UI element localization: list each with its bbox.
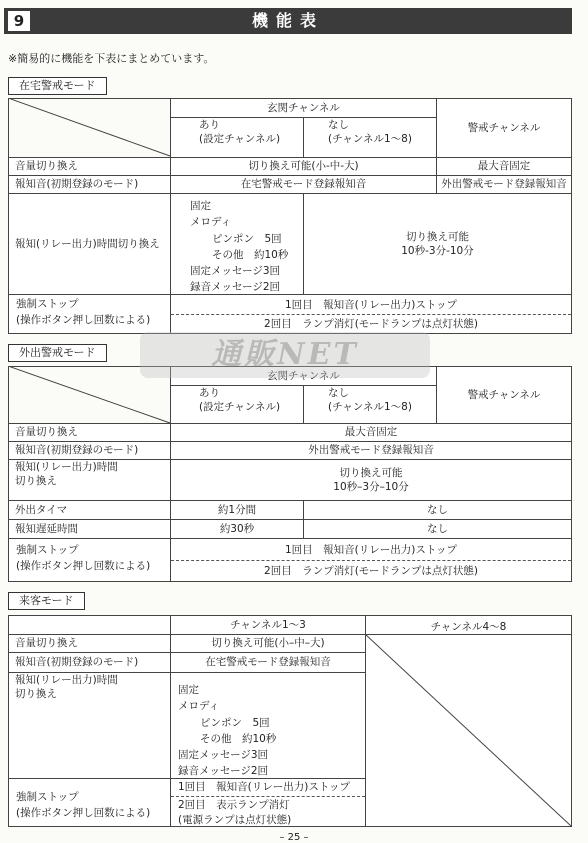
visitor-relay-label xyxy=(8,672,171,779)
away-delay-nashi: なし xyxy=(303,519,572,539)
home-relay-line: メロディ xyxy=(190,216,232,229)
away-relay-value xyxy=(170,459,572,501)
away-ari-sub: (設定チャンネル) xyxy=(199,401,281,414)
away-sound-value: 外出警戒モード登録報知音 xyxy=(170,441,572,460)
visitor-sound-value: 在宅警戒モード登録報知音 xyxy=(170,652,366,673)
visitor-relay-line: その他 約10秒 xyxy=(200,732,277,745)
home-relay-line: 録音メッセージ2回 xyxy=(190,281,281,294)
away-nashi: なし xyxy=(328,387,349,399)
visitor-ch48-diagonal xyxy=(365,634,572,827)
home-sound-label: 報知音(初期登録のモード) xyxy=(8,175,171,194)
away-ari-header xyxy=(170,385,304,424)
away-relay-2: 10秒–3分–10分 xyxy=(333,481,409,493)
away-stop-2: 2回目 ランプ消灯(モードランプは点灯状態) xyxy=(264,565,478,577)
intro-note: ※簡易的に機能を下表にまとめています。 xyxy=(8,52,215,65)
away-genkan-header: 玄関チャンネル xyxy=(170,366,437,386)
home-stop-1: 1回目 報知音(リレー出力)ストップ xyxy=(284,299,458,311)
visitor-ch48-header: チャンネル4～8 xyxy=(430,621,507,633)
home-mode-table xyxy=(8,98,572,348)
home-stop-label xyxy=(16,296,150,329)
home-relay-label: 報知(リレー出力)時間切り換え xyxy=(8,193,171,295)
visitor-relay-line: 固定 xyxy=(178,684,199,696)
away-nashi-header xyxy=(303,385,437,424)
home-stop-label-1: 強制ストップ xyxy=(16,298,79,310)
away-stop-label xyxy=(16,542,150,575)
away-timer-nashi: なし xyxy=(303,500,572,520)
away-keikai-header: 警戒チャンネル xyxy=(436,366,572,424)
watermark: 通販NET xyxy=(140,332,430,378)
visitor-stop-label-1: 強制ストップ xyxy=(16,791,79,803)
home-keikai-header: 警戒チャンネル xyxy=(436,98,572,158)
away-mode-table xyxy=(8,366,572,588)
visitor-stop-2: 2回目 表示ランプ消灯 xyxy=(178,799,290,811)
away-relay-label xyxy=(8,459,171,501)
section-title: 機能表 xyxy=(251,11,324,30)
home-ari-header xyxy=(170,117,304,158)
visitor-mode-label: 来客モード xyxy=(8,592,85,610)
away-relay-label-2: 切り換え xyxy=(15,475,57,488)
home-relay-right xyxy=(303,193,572,295)
home-sound-keikai: 外出警戒モード登録報知音 xyxy=(436,175,572,194)
home-relay-line: その他 約10秒 xyxy=(212,248,289,261)
home-ari-sub: (設定チャンネル) xyxy=(199,133,281,146)
home-corner-cell xyxy=(8,98,171,158)
visitor-stop-label xyxy=(16,789,150,822)
home-volume-keikai: 最大音固定 xyxy=(436,157,572,176)
home-stop-2: 2回目 ランプ消灯(モードランプは点灯状態) xyxy=(264,318,478,330)
visitor-stop-1: 1回目 報知音(リレー出力)ストップ xyxy=(178,781,351,793)
away-mode-label: 外出警戒モード xyxy=(8,344,107,362)
away-relay-label-1: 報知(リレー出力)時間 xyxy=(15,461,118,473)
home-relay-lines xyxy=(190,198,288,296)
away-delay-ari: 約30秒 xyxy=(170,519,304,539)
visitor-stop-3: (電源ランプは点灯状態) xyxy=(178,814,292,826)
away-stop-1: 1回目 報知音(リレー出力)ストップ xyxy=(284,544,458,556)
visitor-relay-lines xyxy=(178,682,276,780)
home-nashi-header xyxy=(303,117,437,158)
home-ari: あり xyxy=(199,119,220,131)
home-volume-genkan: 切り換え可能(小-中-大) xyxy=(170,157,437,176)
away-timer-label: 外出タイマ xyxy=(8,500,171,520)
away-stop-label-2: (操作ボタン押し回数による) xyxy=(16,560,151,573)
away-nashi-sub: (チャンネル1～8) xyxy=(328,401,412,414)
away-volume-label: 音量切り換え xyxy=(8,423,171,442)
home-relay-right-2: 10秒-3分-10分 xyxy=(401,245,474,257)
visitor-corner-cell xyxy=(8,615,171,635)
visitor-ch48-header-line xyxy=(366,634,571,635)
visitor-ch13-header: チャンネル1～3 xyxy=(170,615,366,635)
home-volume-label: 音量切り換え xyxy=(8,157,171,176)
section-header xyxy=(4,8,572,34)
home-sound-genkan: 在宅警戒モード登録報知音 xyxy=(170,175,437,194)
visitor-mode-table xyxy=(8,615,572,827)
home-genkan-header: 玄関チャンネル xyxy=(170,98,437,118)
away-sound-label: 報知音(初期登録のモード) xyxy=(8,441,171,460)
home-relay-right-1: 切り換え可能 xyxy=(406,230,469,243)
visitor-relay-line: 録音メッセージ2回 xyxy=(178,765,269,778)
home-relay-line: 固定メッセージ3回 xyxy=(190,265,281,278)
away-ari: あり xyxy=(199,387,220,399)
home-nashi: なし xyxy=(328,119,349,131)
visitor-relay-label-2: 切り換え xyxy=(15,688,57,701)
home-stop-label-2: (操作ボタン押し回数による) xyxy=(16,314,151,327)
away-timer-ari: 約1分間 xyxy=(170,500,304,520)
visitor-relay-line: 固定メッセージ3回 xyxy=(178,749,269,762)
away-stop-divider xyxy=(171,560,571,561)
visitor-volume-label: 音量切り換え xyxy=(8,634,171,653)
visitor-relay-label-1: 報知(リレー出力)時間 xyxy=(15,674,118,686)
away-relay-1: 切り換え可能 xyxy=(339,466,403,479)
visitor-volume-value: 切り換え可能(小–中–大) xyxy=(170,634,366,653)
home-relay-line: 固定 xyxy=(190,200,211,212)
visitor-relay-line: メロディ xyxy=(178,700,220,713)
page-number: – 25 – xyxy=(279,832,309,843)
home-stop-divider xyxy=(171,314,571,315)
home-nashi-sub: (チャンネル1～8) xyxy=(328,133,412,146)
visitor-relay-line: ピンポン 5回 xyxy=(200,716,270,729)
home-mode-label: 在宅警戒モード xyxy=(8,77,107,95)
visitor-stop-label-2: (操作ボタン押し回数による) xyxy=(16,807,151,820)
home-relay-line: ピンポン 5回 xyxy=(212,232,282,245)
visitor-sound-label: 報知音(初期登録のモード) xyxy=(8,652,171,673)
away-delay-label: 報知遅延時間 xyxy=(8,519,171,539)
away-volume-value: 最大音固定 xyxy=(170,423,572,442)
section-number: 9 xyxy=(8,11,30,31)
away-stop-label-1: 強制ストップ xyxy=(16,544,79,556)
